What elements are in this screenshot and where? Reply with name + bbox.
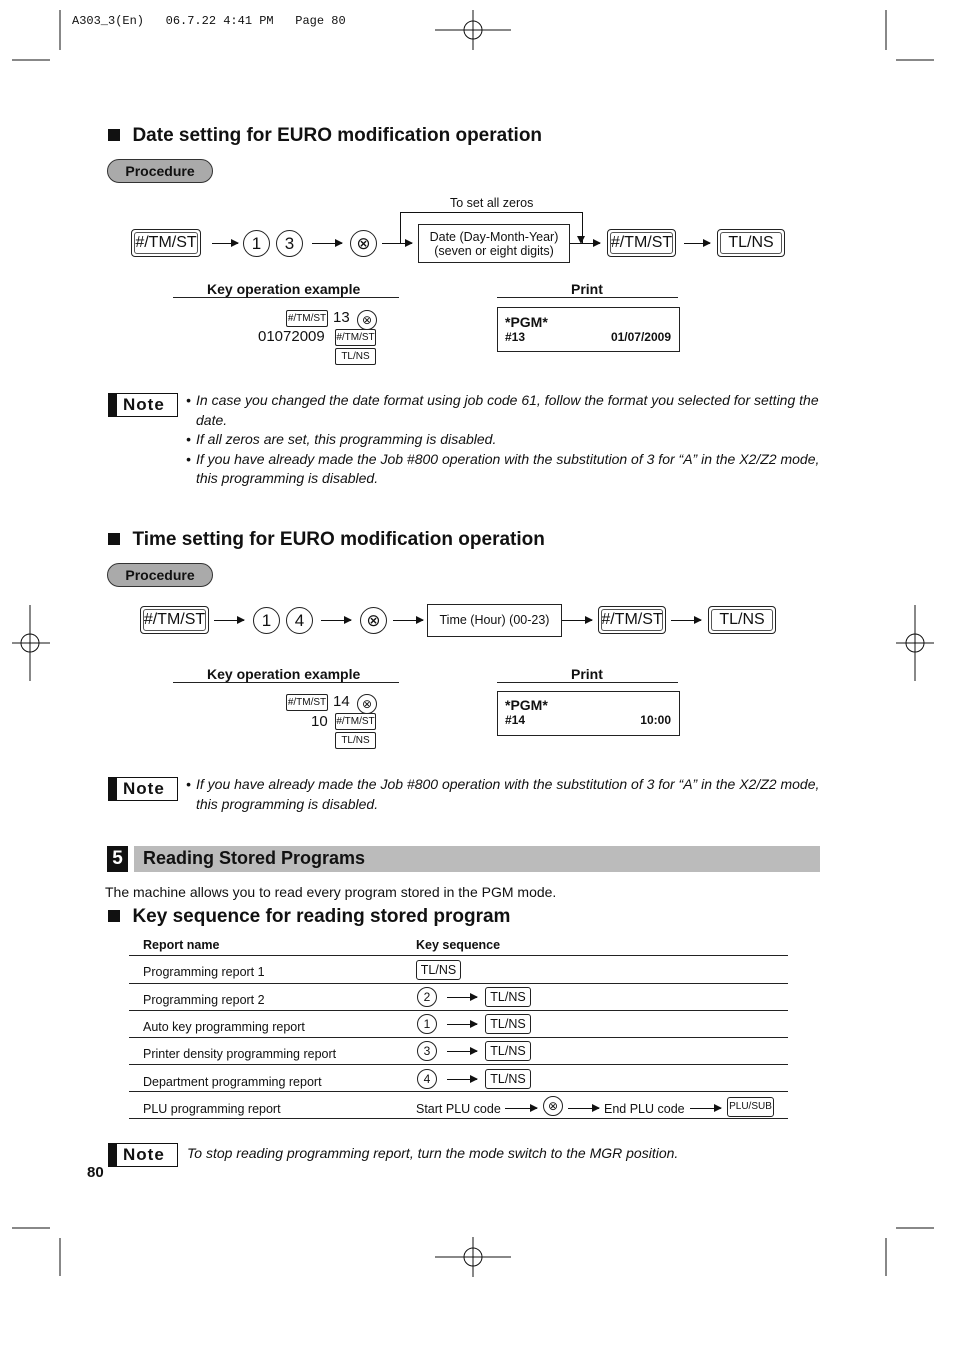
flow-arrow [447, 1024, 477, 1025]
table-row [129, 1092, 788, 1119]
heading-square-icon [108, 910, 120, 922]
note-label-text: Note [123, 1145, 165, 1164]
note-list [186, 391, 826, 489]
digit-key-3: 3 [417, 1041, 437, 1061]
divider [173, 297, 399, 298]
example-time-value: 10 [311, 713, 328, 730]
digit-key-1: 1 [243, 230, 270, 257]
note-item: • If you have already made the Job #800 operation with the substitution of 3 for “A” in the X2/Z2 mode, this programming is disabled. [186, 450, 826, 489]
example-key-tm-st-2: #/TM/ST [335, 713, 376, 730]
divider [497, 682, 678, 683]
flow-arrow [312, 243, 342, 244]
receipt-print-time [497, 691, 680, 736]
receipt-print-date [497, 307, 680, 352]
bypass-label: To set all zeros [450, 196, 534, 210]
example-key-tm-st: #/TM/ST [286, 310, 328, 327]
note-item: • If all zeros are set, this programming is disabled. [186, 430, 826, 450]
note-item-text: If all zeros are set, this programming is disabled. [196, 431, 497, 447]
note-item: • In case you changed the date format using job code 61, follow the format you selected for setting the date. [186, 391, 826, 430]
note-item-text: If you have already made the Job #800 operation with the substitution of 3 for “A” in the X2/Z2 mode, this programming is disabled. [196, 450, 820, 486]
flow-arrow [684, 243, 710, 244]
digit-key-1: 1 [417, 1014, 437, 1034]
flow-arrow [671, 620, 701, 621]
time-section-title: Time setting for EURO modification operation [132, 529, 545, 550]
flow-arrow [568, 1108, 599, 1109]
note-list [186, 775, 826, 814]
key-tl-ns: TL/NS [485, 1069, 531, 1089]
flow-arrow [562, 620, 592, 621]
flow-arrow [212, 243, 238, 244]
key-sequence-heading [108, 906, 510, 928]
key-operation-example-header: Key operation example [207, 666, 361, 682]
flow-arrow [393, 620, 423, 621]
date-input-box [418, 224, 570, 263]
divider [173, 682, 399, 683]
key-tm-st-end: #/TM/ST [607, 229, 676, 257]
multiply-key-icon: ⊗ [360, 607, 387, 634]
key-operation-example-header: Key operation example [207, 281, 361, 297]
end-plu-code-label: End PLU code [604, 1102, 685, 1116]
note-label [108, 777, 178, 801]
key-tm-st-start: #/TM/ST [131, 229, 201, 257]
report-name: PLU programming report [143, 1102, 281, 1116]
flow-arrow [505, 1108, 537, 1109]
table-header-report: Report name [143, 938, 220, 952]
print-header: Print [571, 666, 603, 682]
key-tm-st-start: #/TM/ST [140, 606, 209, 634]
example-key-tl-ns: TL/NS [335, 348, 376, 365]
chapter-title: Reading Stored Programs [143, 848, 366, 868]
digit-key-1: 1 [253, 607, 280, 634]
table-row [129, 956, 788, 984]
start-plu-code-label: Start PLU code [416, 1102, 501, 1116]
key-tl-ns: TL/NS [485, 987, 531, 1007]
date-section-heading [108, 125, 542, 147]
receipt-date: 01/07/2009 [610, 330, 671, 344]
multiply-key-icon: ⊗ [350, 230, 377, 257]
print-header: Print [571, 281, 603, 297]
table-row [129, 984, 788, 1011]
print-slug: A303_3(En) 06.7.22 4:41 PM Page 80 [72, 14, 346, 28]
note-item-text: In case you changed the date format using job code 61, follow the format you selected for setting the date. [196, 392, 819, 428]
digit-key-2: 2 [417, 987, 437, 1007]
key-tl-ns: TL/NS [708, 606, 776, 634]
receipt-pgm-line: *PGM* [505, 314, 548, 330]
report-name: Printer density programming report [143, 1047, 337, 1061]
report-name: Department programming report [143, 1075, 322, 1089]
flow-arrow [570, 243, 600, 244]
key-tl-ns: TL/NS [485, 1014, 531, 1034]
note-label [108, 393, 178, 417]
note-label-text: Note [123, 779, 165, 798]
note-item-text: If you have already made the Job #800 operation with the substitution of 3 for “A” in the X2/Z2 mode, this programming is disabled. [196, 776, 820, 812]
chapter-intro: The machine allows you to read every program stored in the PGM mode. [105, 884, 557, 900]
key-tl-ns: TL/NS [416, 960, 461, 980]
flow-arrow [321, 620, 351, 621]
chapter-number-badge: 5 [107, 846, 128, 872]
example-multiply-icon: ⊗ [357, 694, 377, 714]
note-label [108, 1143, 178, 1167]
example-multiply-icon: ⊗ [357, 310, 377, 330]
example-value-14: 14 [333, 693, 350, 710]
receipt-code: #14 [505, 713, 526, 727]
flow-arrow [214, 620, 244, 621]
report-name: Auto key programming report [143, 1020, 305, 1034]
key-tl-ns: TL/NS [485, 1041, 531, 1061]
key-sequence-title: Key sequence for reading stored program [132, 906, 511, 927]
date-section-title: Date setting for EURO modification operation [132, 125, 543, 146]
procedure-badge: Procedure [107, 563, 213, 587]
example-key-tm-st: #/TM/ST [286, 694, 328, 711]
digit-key-3: 3 [276, 230, 303, 257]
key-tl-ns: TL/NS [717, 229, 785, 257]
table-row [129, 1038, 788, 1065]
flow-arrow [447, 1079, 477, 1080]
example-key-tm-st-2: #/TM/ST [335, 329, 376, 346]
multiply-key-icon: ⊗ [543, 1096, 563, 1116]
table-row [129, 1065, 788, 1092]
date-input-line2: (seven or eight digits) [434, 244, 554, 258]
digit-key-4: 4 [286, 607, 313, 634]
example-value-13: 13 [333, 309, 350, 326]
example-key-tl-ns: TL/NS [335, 732, 376, 749]
procedure-badge: Procedure [107, 159, 213, 183]
time-section-heading [108, 529, 545, 551]
example-date-value: 01072009 [258, 328, 325, 345]
heading-square-icon [108, 533, 120, 545]
receipt-time: 10:00 [640, 713, 671, 727]
table-header-key-sequence: Key sequence [416, 938, 501, 952]
chapter-note-text: To stop reading programming report, turn the mode switch to the MGR position. [187, 1145, 679, 1161]
key-plu-sub: PLU/SUB [727, 1097, 774, 1117]
flow-arrow [690, 1108, 721, 1109]
page-number: 80 [87, 1164, 104, 1181]
flow-arrow [447, 1051, 477, 1052]
receipt-code: #13 [505, 330, 526, 344]
key-tm-st-end: #/TM/ST [598, 606, 666, 634]
note-label-text: Note [123, 395, 165, 414]
note-item: • If you have already made the Job #800 operation with the substitution of 3 for “A” in the X2/Z2 mode, this programming is disabled. [186, 775, 826, 814]
chapter-title-bar [134, 846, 820, 872]
receipt-pgm-line: *PGM* [505, 697, 548, 713]
flow-arrow [447, 997, 477, 998]
heading-square-icon [108, 129, 120, 141]
table-row [129, 1011, 788, 1038]
divider [497, 297, 678, 298]
date-input-line1: Date (Day-Month-Year) [429, 230, 559, 244]
digit-key-4: 4 [417, 1069, 437, 1089]
report-name: Programming report 1 [143, 965, 265, 979]
report-name: Programming report 2 [143, 993, 265, 1007]
time-input-box: Time (Hour) (00-23) [427, 604, 562, 637]
